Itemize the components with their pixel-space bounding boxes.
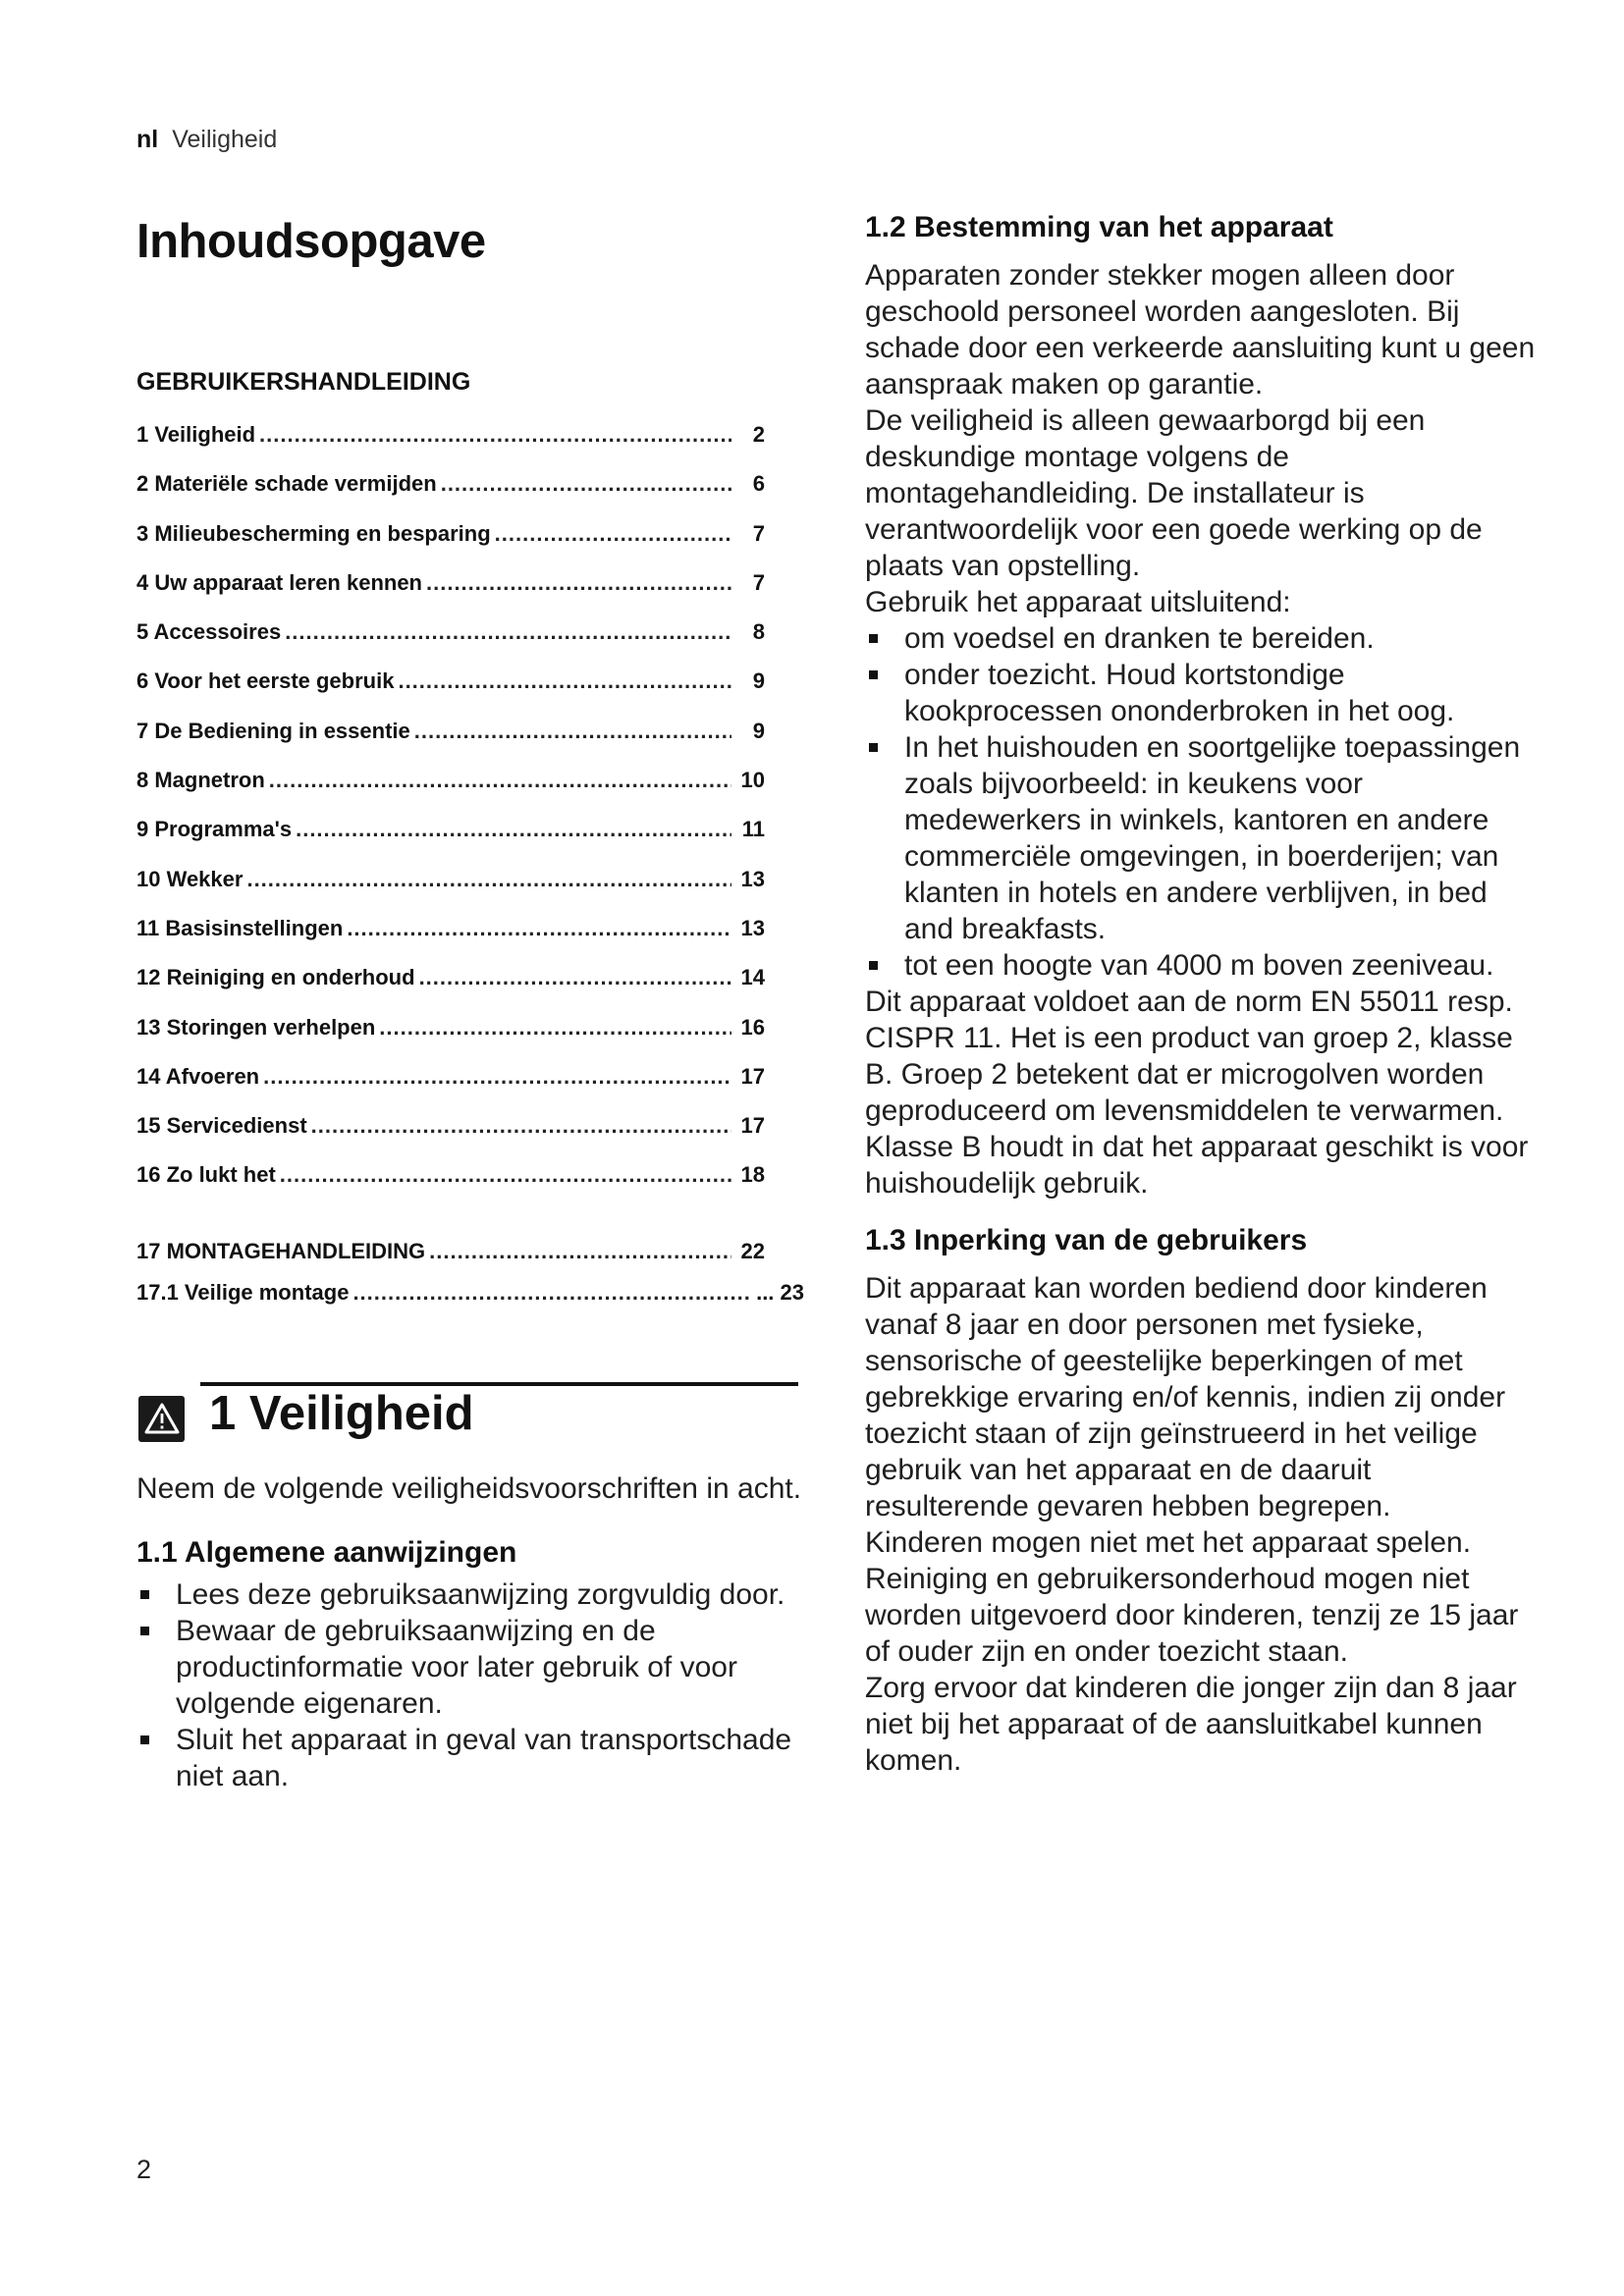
list-item: Bewaar de gebruiksaanwijzing en de productinformatie voor later gebruik of voor volgende eigenaren. xyxy=(136,1613,804,1722)
list-item: In het huishouden en soortgelijke toepassingen zoals bijvoorbeeld: in keukens voor medewerkers in winkels, kantoren en andere commerciële omgevingen, in boerderijen; van klanten in hotels en andere verblijven, in bed and breakfasts. xyxy=(865,729,1543,947)
toc-list xyxy=(136,422,804,1319)
safety-section-header xyxy=(136,1382,804,1470)
toc-entry[interactable]: 14 Afvoeren ..... 17 xyxy=(136,1064,765,1113)
intended-use-bullets xyxy=(865,620,1543,984)
toc-entry[interactable]: 5 Accessoires ..... 8 xyxy=(136,619,765,668)
toc-entry-montage[interactable]: 17 MONTAGEHANDLEIDING ..... 22 xyxy=(136,1239,765,1280)
toc-entry[interactable]: 16 Zo lukt het ..... 18 xyxy=(136,1162,765,1211)
toc-entry[interactable]: 1 Veiligheid ..... 2 xyxy=(136,422,765,471)
toc-entry[interactable]: 6 Voor het eerste gebruik ..... 9 xyxy=(136,668,765,718)
page-number: 2 xyxy=(136,2155,152,2184)
toc-entry[interactable]: 7 De Bediening in essentie ..... 9 xyxy=(136,719,765,768)
toc-entry[interactable]: 9 Programma's ..... 11 xyxy=(136,817,765,866)
right-column xyxy=(865,208,1543,1779)
intended-use-heading: 1.2 Bestemming van het apparaat xyxy=(865,211,1333,243)
paragraph: Gebruik het apparaat uitsluitend: xyxy=(865,586,1291,618)
toc-entry[interactable]: 3 Milieubescherming en besparing ..... 7 xyxy=(136,521,765,570)
toc-title: Inhoudsopgave xyxy=(136,215,486,268)
safety-intro: Neem de volgende veiligheidsvoorschriften in acht. xyxy=(136,1471,802,1505)
paragraph: Dit apparaat voldoet aan de norm EN 55011 resp. CISPR 11. Het is een product van groep 2, klasse B. Groep 2 betekent dat er microgolven worden geproduceerd om levensmiddelen te verwarmen. Klasse B houdt in dat het apparaat geschikt is voor huishoudelijk gebruik. xyxy=(865,986,1529,1200)
left-column xyxy=(136,206,804,1794)
toc-entry[interactable]: 2 Materiële schade vermijden ..... 6 xyxy=(136,471,765,520)
paragraph: De veiligheid is alleen gewaarborgd bij een deskundige montage volgens de montagehandleiding. De installateur is verantwoordelijk voor een goede werking op de plaats van opstelling. xyxy=(865,404,1483,582)
toc-entry[interactable]: 11 Basisinstellingen ..... 13 xyxy=(136,916,765,965)
paragraph: Reiniging en gebruikersonderhoud mogen niet worden uitgevoerd door kinderen, tenzij ze 15 jaar of ouder zijn en onder toezicht staan. xyxy=(865,1563,1519,1668)
toc-entry[interactable]: 15 Servicedienst ..... 17 xyxy=(136,1113,765,1162)
toc-entry[interactable]: 8 Magnetron ..... 10 xyxy=(136,768,765,817)
paragraph: Kinderen mogen niet met het apparaat spelen. xyxy=(865,1526,1472,1559)
safety-title: 1 Veiligheid xyxy=(209,1386,474,1440)
paragraph: Apparaten zonder stekker mogen alleen door geschoold personeel worden aangesloten. Bij schade door een verkeerde aansluiting kunt u geen aanspraak maken op garantie. xyxy=(865,259,1536,400)
page-header xyxy=(136,126,277,154)
list-item: onder toezicht. Houd kortstondige kookprocessen ononderbroken in het oog. xyxy=(865,657,1543,729)
language-code: nl xyxy=(136,126,159,153)
general-bullets xyxy=(136,1576,804,1794)
list-item: Lees deze gebruiksaanwijzing zorgvuldig door. xyxy=(136,1576,804,1613)
general-heading: 1.1 Algemene aanwijzingen xyxy=(136,1535,517,1569)
toc-section-label: GEBRUIKERSHANDLEIDING xyxy=(136,368,471,396)
toc-entry[interactable]: 10 Wekker ..... 13 xyxy=(136,867,765,916)
list-item: om voedsel en dranken te bereiden. xyxy=(865,620,1543,657)
toc-entry-montage-sub[interactable]: 17.1 Veilige montage ..... ... 23 xyxy=(136,1280,804,1319)
toc-entry[interactable]: 12 Reiniging en onderhoud ..... 14 xyxy=(136,965,765,1014)
user-restriction-heading: 1.3 Inperking van de gebruikers xyxy=(865,1224,1308,1256)
list-item: tot een hoogte van 4000 m boven zeeniveau. xyxy=(865,947,1543,984)
list-item: Sluit het apparaat in geval van transportschade niet aan. xyxy=(136,1722,804,1794)
warning-icon xyxy=(138,1396,185,1442)
toc-entry[interactable]: 13 Storingen verhelpen ..... 16 xyxy=(136,1015,765,1064)
toc-entry[interactable]: 4 Uw apparaat leren kennen ..... 7 xyxy=(136,570,765,619)
paragraph: Dit apparaat kan worden bediend door kinderen vanaf 8 jaar en door personen met fysieke, sensorische of geestelijke beperkingen of met gebrekkige ervaring en/of kennis, indien zij onder toezicht staan of zijn geïnstrueerd in het veilige gebruik van het apparaat en de daaruit resulterende gevaren hebben begrepen. xyxy=(865,1272,1506,1522)
paragraph: Zorg ervoor dat kinderen die jonger zijn dan 8 jaar niet bij het apparaat of de aansluitkabel kunnen komen. xyxy=(865,1672,1517,1777)
header-section: Veiligheid xyxy=(172,126,278,153)
